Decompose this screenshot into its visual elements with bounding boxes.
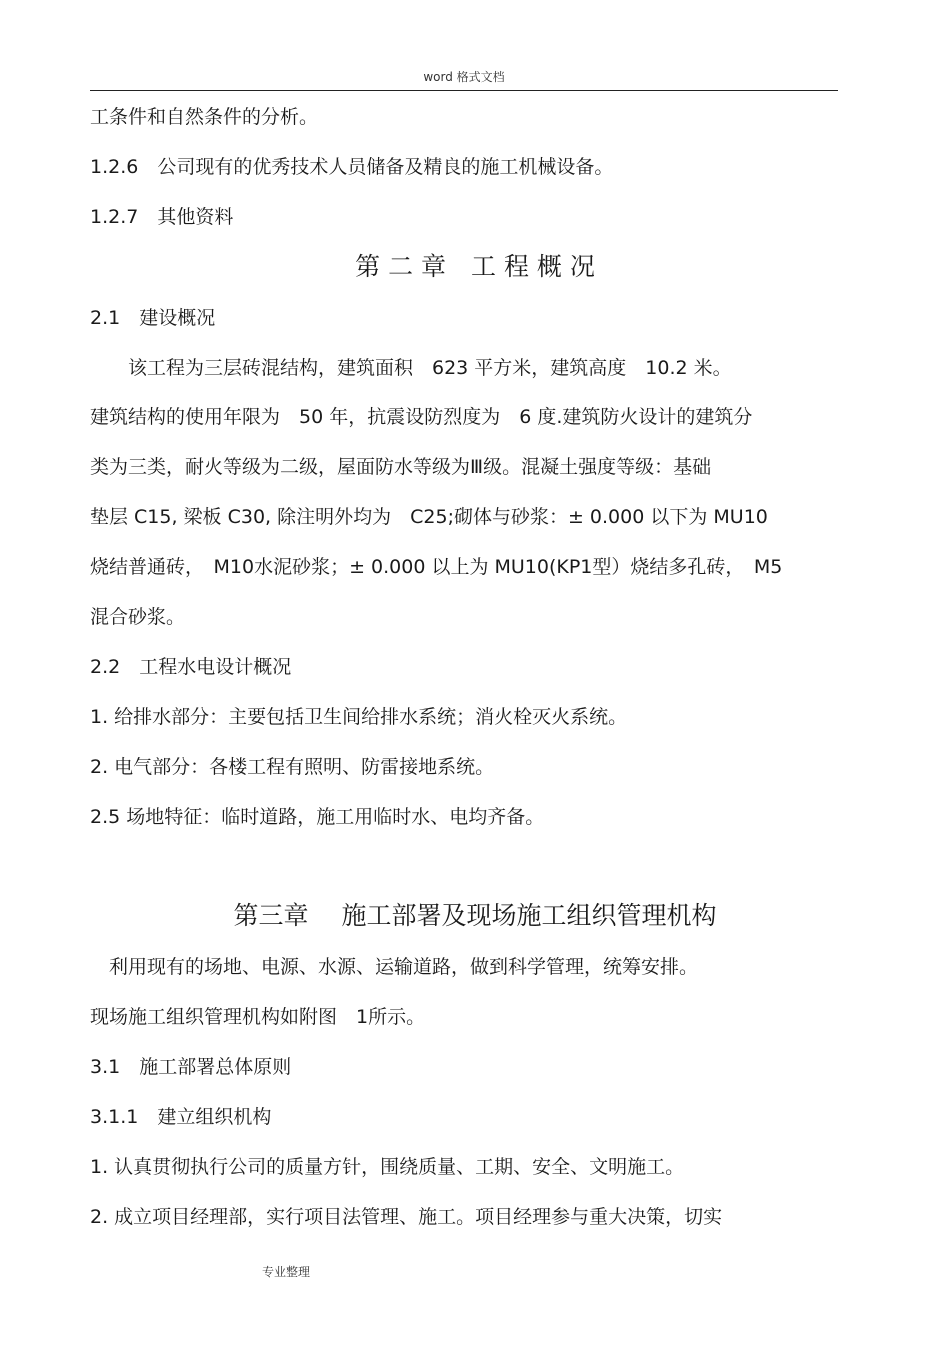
section-3-1-heading: 3.1 施工部署总体原则 xyxy=(90,1056,292,1078)
list-item: 1. 给排水部分：主要包括卫生间给排水系统；消火栓灭火系统。 xyxy=(90,706,628,728)
header-divider xyxy=(90,90,838,91)
page-header: word 格式文档 xyxy=(423,70,505,84)
section-2-5: 2.5 场地特征：临时道路，施工用临时水、电均齐备。 xyxy=(90,806,545,828)
section-2-1-heading: 2.1 建设概况 xyxy=(90,307,216,329)
list-item: 1. 认真贯彻执行公司的质量方针，围绕质量、工期、安全、文明施工。 xyxy=(90,1156,685,1178)
list-item: 2. 电气部分：各楼工程有照明、防雷接地系统。 xyxy=(90,756,495,778)
paragraph-line: 垫层 C15, 梁板 C30, 除注明外均为 C25;砌体与砂浆：± 0.000 以下为 MU10 xyxy=(90,506,768,528)
paragraph-line: 工条件和自然条件的分析。 xyxy=(90,106,319,128)
paragraph-line: 现场施工组织管理机构如附图 1所示。 xyxy=(90,1006,426,1028)
paragraph-line: 烧结普通砖， M10水泥砂浆；± 0.000 以上为 MU10(KP1型）烧结多孔砖， M5 xyxy=(90,556,783,578)
chapter-3-title: 第三章 施工部署及现场施工组织管理机构 xyxy=(233,901,717,930)
paragraph-line: 该工程为三层砖混结构，建筑面积 623 平方米，建筑高度 10.2 米。 xyxy=(90,357,732,379)
section-3-1-1-heading: 3.1.1 建立组织机构 xyxy=(90,1106,272,1128)
chapter-2-title: 第 二 章 工 程 概 况 xyxy=(355,252,595,281)
paragraph-line: 建筑结构的使用年限为 50 年，抗震设防烈度为 6 度.建筑防火设计的建筑分 xyxy=(90,406,753,428)
section-1-2-6: 1.2.6 公司现有的优秀技术人员储备及精良的施工机械设备。 xyxy=(90,156,614,178)
list-item: 2. 成立项目经理部，实行项目法管理、施工。项目经理参与重大决策，切实 xyxy=(90,1206,723,1228)
section-1-2-7: 1.2.7 其他资料 xyxy=(90,206,234,228)
section-2-2-heading: 2.2 工程水电设计概况 xyxy=(90,656,292,678)
paragraph-line: 类为三类，耐火等级为二级，屋面防水等级为Ⅲ级。混凝土强度等级：基础 xyxy=(90,456,712,478)
paragraph-line: 混合砂浆。 xyxy=(90,606,186,628)
paragraph-line: 利用现有的场地、电源、水源、运输道路，做到科学管理，统筹安排。 xyxy=(90,956,699,978)
page-footer: 专业整理 xyxy=(262,1265,311,1279)
